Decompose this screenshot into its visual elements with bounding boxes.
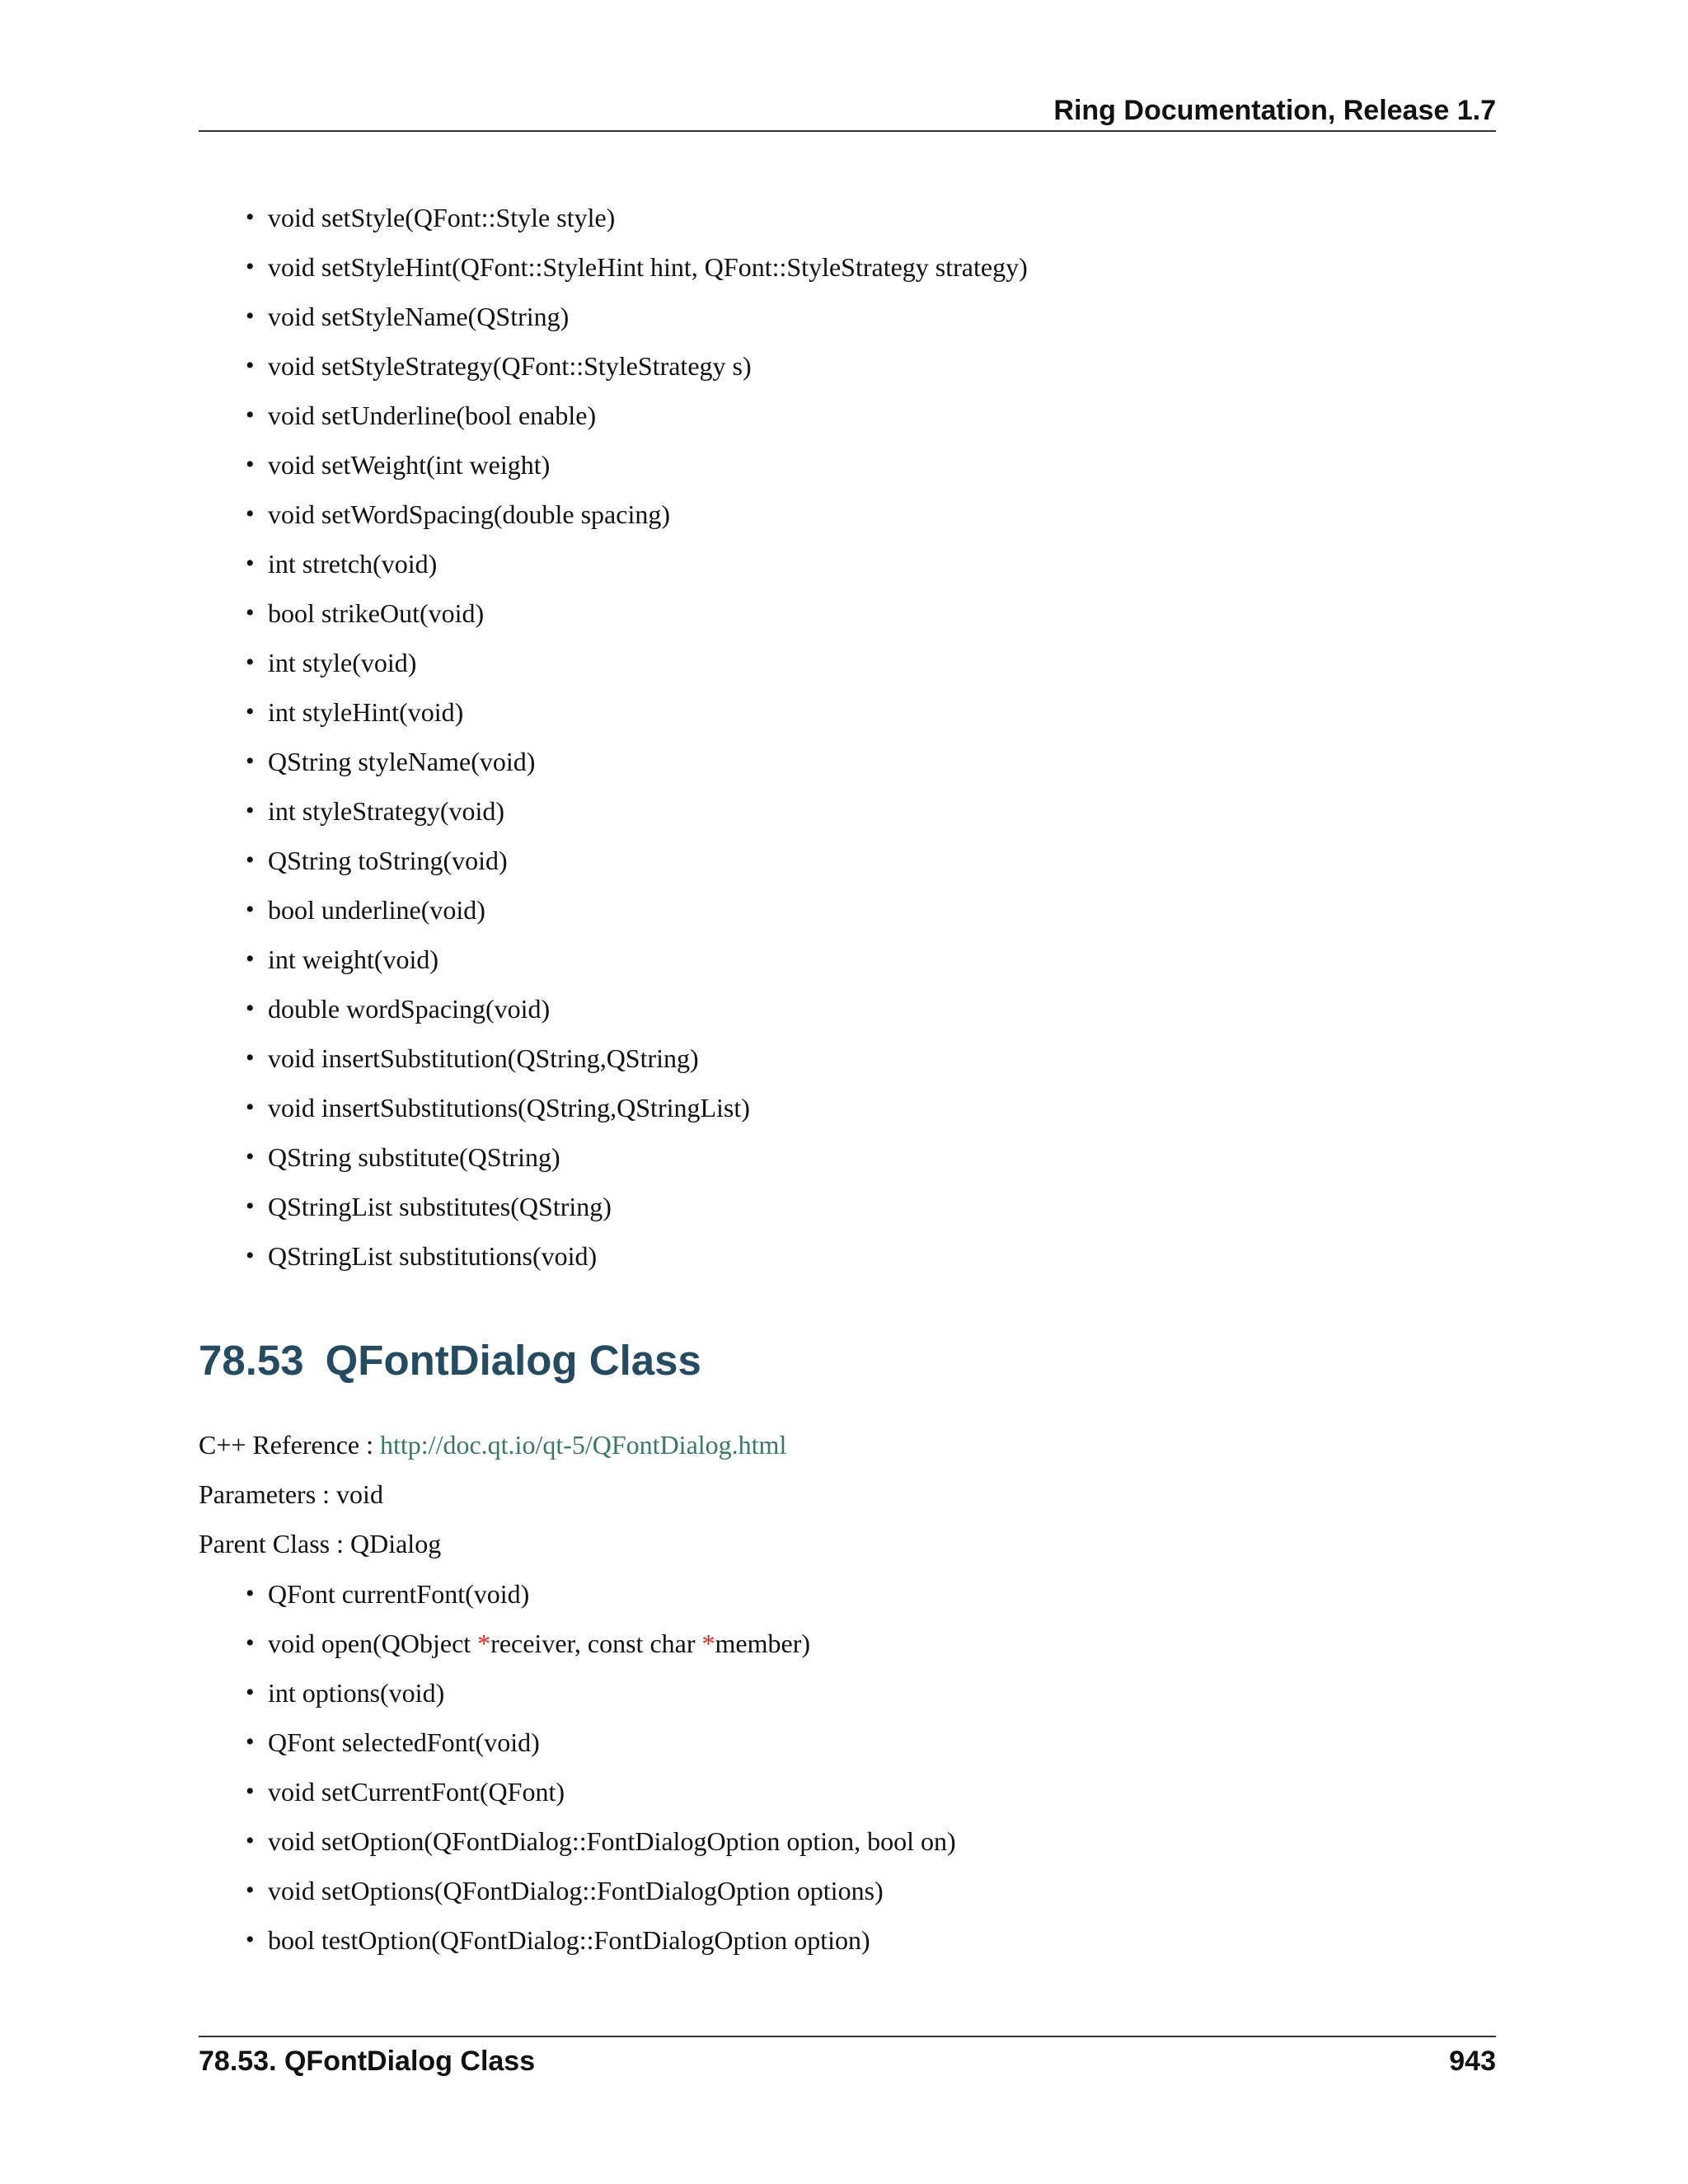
bullet-icon: • — [246, 945, 255, 972]
bullet-icon: • — [246, 995, 255, 1022]
bullet-icon: • — [246, 1728, 255, 1755]
list-item — [199, 193, 1028, 242]
method-signature: void setStyleStrategy(QFont::StyleStrategy s) — [268, 351, 752, 381]
method-signature: int stretch(void) — [268, 549, 438, 579]
method-signature: int style(void) — [268, 648, 417, 677]
list-item — [199, 490, 1028, 539]
parent-class-line: Parent Class : QDialog — [199, 1529, 442, 1558]
method-signature: QString substitute(QString) — [268, 1142, 560, 1172]
method-signature: QStringList substitutes(QString) — [268, 1192, 612, 1221]
method-signature: double wordSpacing(void) — [268, 994, 551, 1024]
document-page — [199, 0, 1496, 2184]
pointer-asterisk: * — [477, 1629, 491, 1658]
method-signature: void setWordSpacing(double spacing) — [268, 499, 670, 529]
list-item — [199, 638, 1028, 687]
bullet-icon: • — [246, 649, 255, 676]
method-signature: void setOptions(QFontDialog::FontDialogOption options) — [268, 1876, 884, 1905]
method-signature: QStringList substitutions(void) — [268, 1241, 598, 1271]
method-signature: int options(void) — [268, 1678, 445, 1708]
list-item — [199, 1915, 956, 1965]
method-signature: void setOption(QFontDialog::FontDialogOption option, bool on) — [268, 1826, 956, 1856]
list-item — [199, 836, 1028, 885]
bullet-icon: • — [246, 500, 255, 527]
bullet-icon: • — [246, 1580, 255, 1607]
list-item — [199, 1083, 1028, 1132]
bullet-icon: • — [246, 550, 255, 577]
list-item — [199, 588, 1028, 638]
list-item — [199, 1866, 956, 1915]
method-signature: QString toString(void) — [268, 846, 508, 875]
method-signature: void setUnderline(bool enable) — [268, 401, 597, 430]
bullet-icon: • — [246, 1044, 255, 1071]
list-item — [199, 1619, 956, 1668]
method-signature: QFont selectedFont(void) — [268, 1727, 540, 1757]
bullet-icon: • — [246, 1193, 255, 1220]
method-signature: bool underline(void) — [268, 895, 485, 925]
method-list-qfont — [199, 193, 1028, 1281]
method-signature: void setStyleName(QString) — [268, 302, 570, 331]
list-item — [199, 1231, 1028, 1281]
method-signature: void setWeight(int weight) — [268, 450, 551, 480]
bullet-icon: • — [246, 1679, 255, 1706]
bullet-icon: • — [246, 797, 255, 824]
footer-section-title: 78.53. QFontDialog Class — [199, 2046, 536, 2077]
pointer-asterisk: * — [701, 1629, 715, 1658]
bullet-icon: • — [246, 1143, 255, 1170]
method-signature: void setStyle(QFont::Style style) — [268, 203, 616, 232]
list-item — [199, 440, 1028, 490]
method-signature: QFont currentFont(void) — [268, 1579, 530, 1609]
list-item — [199, 242, 1028, 292]
method-signature: void insertSubstitutions(QString,QStringList) — [268, 1093, 750, 1122]
cpp-reference-link[interactable]: http://doc.qt.io/qt-5/QFontDialog.html — [380, 1430, 787, 1460]
method-signature: void setCurrentFont(QFont) — [268, 1777, 565, 1807]
list-item — [199, 935, 1028, 984]
header-divider — [199, 130, 1496, 132]
list-item — [199, 292, 1028, 341]
list-item — [199, 1132, 1028, 1182]
bullet-icon: • — [246, 302, 255, 330]
method-signature: int styleHint(void) — [268, 697, 464, 727]
list-item — [199, 885, 1028, 935]
section-number: 78.53 — [199, 1337, 304, 1384]
method-signature: void insertSubstitution(QString,QString) — [268, 1043, 699, 1073]
signature-part: member) — [715, 1629, 810, 1658]
list-item — [199, 984, 1028, 1033]
section-title: QFontDialog Class — [325, 1337, 701, 1384]
list-item — [199, 786, 1028, 836]
list-item — [199, 1767, 956, 1816]
bullet-icon: • — [246, 896, 255, 923]
list-item — [199, 539, 1028, 588]
bullet-icon: • — [246, 352, 255, 379]
bullet-icon: • — [246, 698, 255, 725]
method-signature: bool testOption(QFontDialog::FontDialogOption option) — [268, 1925, 870, 1955]
list-item — [199, 1569, 956, 1619]
bullet-icon: • — [246, 748, 255, 775]
cpp-reference-label: C++ Reference : — [199, 1430, 380, 1460]
list-item — [199, 341, 1028, 391]
bullet-icon: • — [246, 1877, 255, 1904]
section-heading — [199, 1332, 701, 1390]
bullet-icon: • — [246, 204, 255, 231]
bullet-icon: • — [246, 401, 255, 429]
bullet-icon: • — [246, 451, 255, 478]
method-list-qfontdialog — [199, 1569, 956, 1965]
list-item — [199, 1816, 956, 1866]
method-signature: QString styleName(void) — [268, 747, 536, 776]
bullet-icon: • — [246, 846, 255, 874]
method-signature: bool strikeOut(void) — [268, 598, 485, 628]
bullet-icon: • — [246, 599, 255, 626]
bullet-icon: • — [246, 1778, 255, 1805]
method-signature: void setStyleHint(QFont::StyleHint hint, QFont::StyleStrategy strategy) — [268, 252, 1028, 282]
bullet-icon: • — [246, 1827, 255, 1854]
list-item — [199, 737, 1028, 786]
footer-divider — [199, 2036, 1496, 2037]
list-item — [199, 1033, 1028, 1083]
bullet-icon: • — [246, 1242, 255, 1269]
method-signature — [268, 1629, 810, 1658]
running-header: Ring Documentation, Release 1.7 — [1053, 95, 1496, 126]
page-number: 943 — [1449, 2046, 1496, 2077]
method-signature: int weight(void) — [268, 944, 439, 974]
bullet-icon: • — [246, 1094, 255, 1121]
list-item — [199, 687, 1028, 737]
list-item — [199, 1718, 956, 1767]
bullet-icon: • — [246, 253, 255, 280]
method-signature: int styleStrategy(void) — [268, 796, 505, 826]
cpp-reference-line — [199, 1420, 786, 1469]
bullet-icon: • — [246, 1629, 255, 1657]
list-item — [199, 1668, 956, 1718]
signature-part: void open(QObject — [268, 1629, 478, 1658]
signature-part: receiver, const char — [490, 1629, 702, 1658]
parameters-line: Parameters : void — [199, 1479, 383, 1509]
bullet-icon: • — [246, 1926, 255, 1953]
list-item — [199, 1182, 1028, 1231]
list-item — [199, 391, 1028, 440]
